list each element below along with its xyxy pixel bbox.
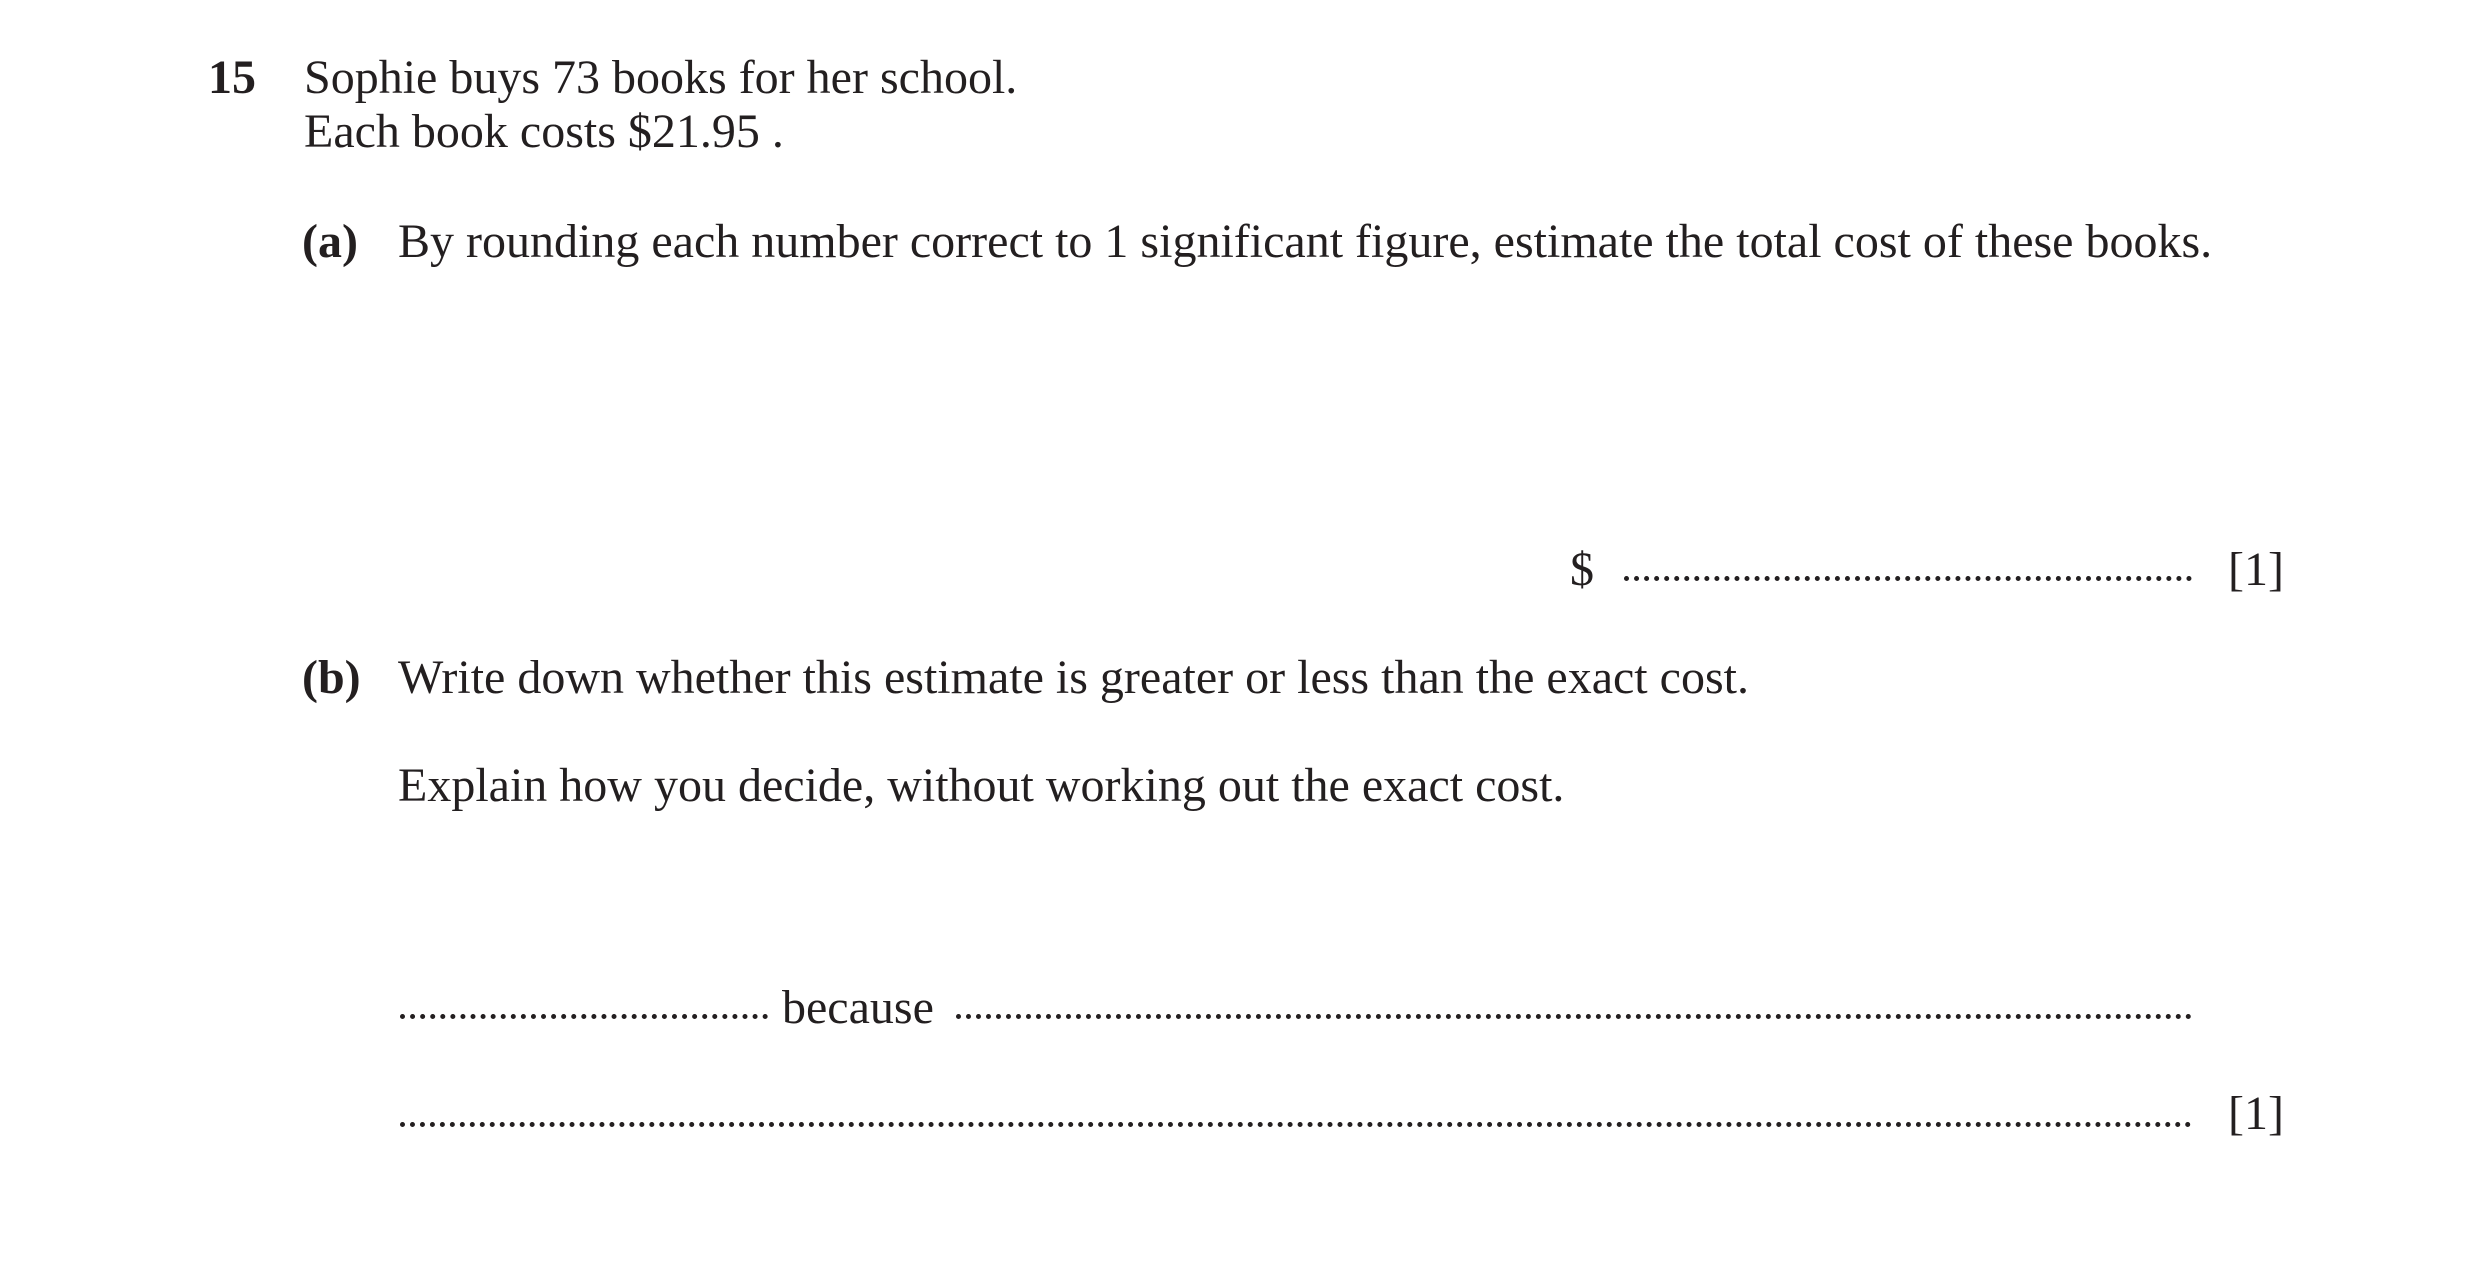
part-b-answer-line-reason-2[interactable] [400, 1122, 2192, 1127]
part-b-question-text-2: Explain how you decide, without working out the exact cost. [398, 759, 1565, 812]
part-b-because-word: because [782, 981, 934, 1034]
part-b-label: (b) [302, 651, 361, 704]
part-a-label: (a) [302, 215, 358, 268]
question-intro-line-1: Sophie buys 73 books for her school. [304, 51, 1018, 104]
question-number: 15 [208, 51, 256, 104]
part-a-answer-line[interactable] [1624, 576, 2192, 581]
part-b-marks: [1] [2228, 1087, 2284, 1140]
part-a-question-text: By rounding each number correct to 1 significant figure, estimate the total cost of these books. [398, 215, 2213, 268]
part-a-marks: [1] [2228, 543, 2284, 596]
part-b-answer-line-choice[interactable] [400, 1014, 768, 1019]
question-intro-line-2: Each book costs $21.95 . [304, 105, 784, 158]
part-a-currency-symbol: $ [1570, 543, 1594, 596]
part-b-question-text-1: Write down whether this estimate is greater or less than the exact cost. [398, 651, 1749, 704]
part-b-answer-line-reason-1[interactable] [956, 1014, 2192, 1019]
